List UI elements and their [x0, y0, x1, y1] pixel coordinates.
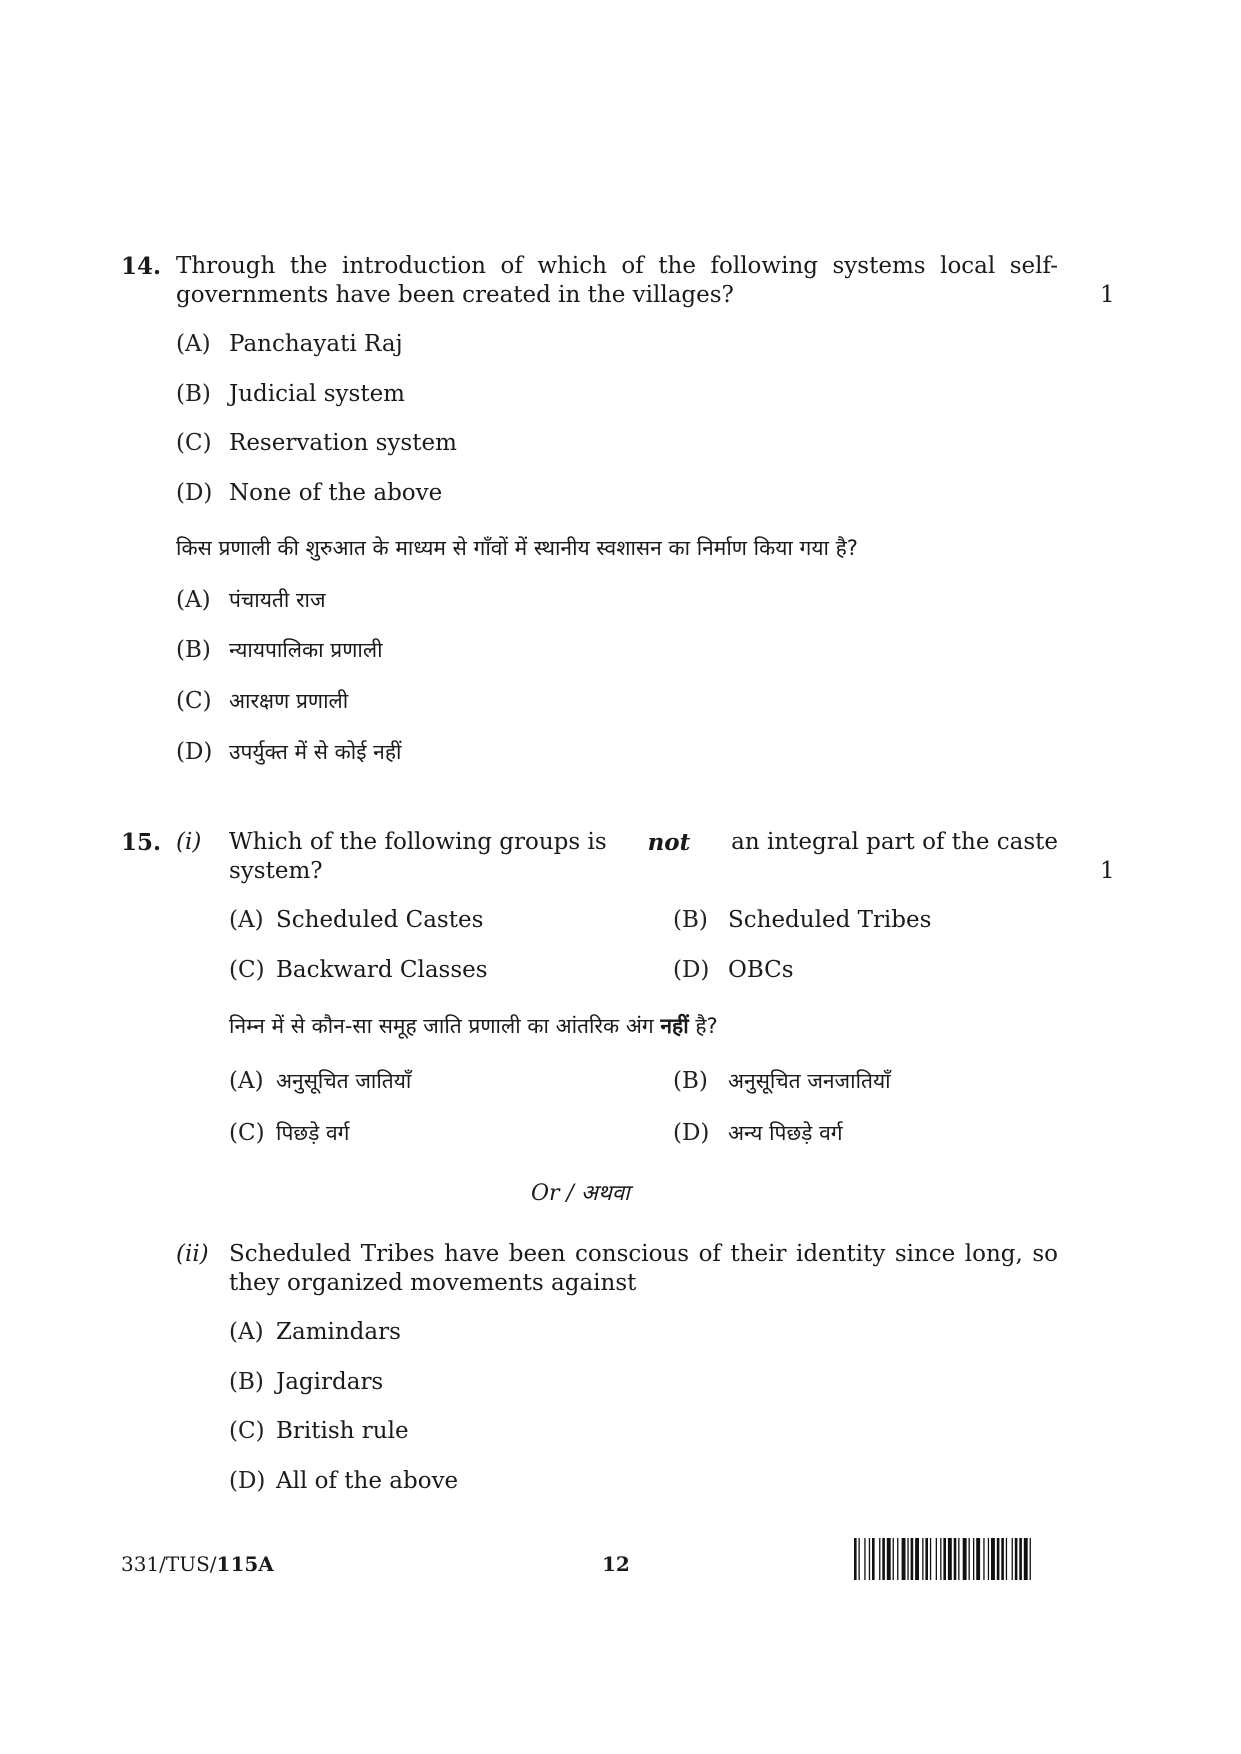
q14-option-d-label: (D) — [176, 480, 213, 506]
q14-hindi-option-c-label: (C) — [176, 688, 212, 714]
q15-stem-bold: not — [647, 829, 691, 856]
barcode-graphic — [854, 1538, 1114, 1580]
paper-code-bold: 115A — [216, 1552, 274, 1576]
q15-ii-option-b-text: Jagirdars — [276, 1369, 384, 1395]
paper-code — [121, 1551, 274, 1577]
q14-hindi-option-b-text: न्यायपालिका प्रणाली — [229, 638, 383, 662]
q15-hindi-option-b-text: अनुसूचित जनजातियाँ — [728, 1069, 891, 1093]
q14-option-d-text: None of the above — [229, 480, 443, 506]
question-15-stem-line2: system? — [229, 858, 323, 884]
barcode-bar — [922, 1538, 923, 1580]
q15-option-b-text: Scheduled Tribes — [728, 907, 932, 933]
barcode-bar — [879, 1538, 880, 1580]
q14-option-b-label: (B) — [176, 381, 211, 407]
q15-option-b-label: (B) — [673, 907, 708, 933]
q14-option-c-text: Reservation system — [229, 430, 457, 456]
question-15-stem-line1 — [229, 828, 1058, 857]
q15-ii-option-d-text: All of the above — [276, 1468, 459, 1494]
question-15-part-i-label: (i) — [176, 829, 202, 855]
or-divider: Or / अथवा — [531, 1181, 630, 1206]
barcode-bar — [893, 1538, 894, 1580]
barcode-bar — [936, 1538, 937, 1580]
q15-hindi-option-d-label: (D) — [673, 1120, 710, 1146]
barcode-bar — [925, 1538, 928, 1580]
q15-hindi-option-c-label: (C) — [229, 1120, 265, 1146]
q15-hindi-option-a-text: अनुसूचित जातियाँ — [276, 1069, 412, 1093]
question-14-stem-hindi: किस प्रणाली की शुरुआत के माध्यम से गाँवों में स्थानीय स्वशासन का निर्माण किया गया है? — [176, 536, 858, 560]
q14-option-a-text: Panchayati Raj — [229, 331, 403, 357]
barcode-bar — [854, 1538, 857, 1580]
barcode-bar — [864, 1538, 865, 1580]
q14-option-b-text: Judicial system — [229, 381, 405, 407]
q14-hindi-option-d-text: उपर्युक्त में से कोई नहीं — [229, 740, 402, 764]
barcode-bar — [902, 1538, 906, 1580]
q15-ii-option-b-label: (B) — [229, 1369, 264, 1395]
barcode-bar — [897, 1538, 898, 1580]
barcode-bar — [911, 1538, 914, 1580]
barcode-bar — [1001, 1538, 1004, 1580]
q14-hindi-option-d-label: (D) — [176, 739, 213, 765]
question-15-number: 15. — [121, 829, 162, 856]
q14-option-a-label: (A) — [176, 331, 211, 357]
barcode-bar — [958, 1538, 959, 1580]
barcode-bar — [915, 1538, 919, 1580]
q15-ii-option-c-label: (C) — [229, 1418, 265, 1444]
q15-ii-option-d-label: (D) — [229, 1468, 266, 1494]
question-15-marks: 1 — [1100, 858, 1115, 884]
barcode-bar — [997, 1538, 1000, 1580]
barcode-bar — [887, 1538, 891, 1580]
q15-option-a-text: Scheduled Castes — [276, 907, 484, 933]
barcode-bar — [963, 1538, 967, 1580]
barcode-bar — [1006, 1538, 1007, 1580]
barcode-bar — [1030, 1538, 1031, 1580]
question-14-stem-line1: Through the introduction of which of the following systems local self- — [176, 253, 1058, 279]
q15-option-d-text: OBCs — [728, 957, 794, 983]
q15-stem-pre: Which of the following groups is — [229, 829, 607, 855]
q14-hindi-option-b-label: (B) — [176, 637, 211, 663]
q15-hindi-option-d-text: अन्य पिछड़े वर्ग — [728, 1121, 843, 1145]
barcode-bar — [869, 1538, 870, 1580]
q15-ii-option-a-label: (A) — [229, 1319, 264, 1345]
q14-hindi-option-a-text: पंचायती राज — [229, 588, 326, 612]
question-15-stem-hindi — [229, 1012, 718, 1041]
barcode-bar — [859, 1538, 860, 1580]
barcode-bar — [943, 1538, 946, 1580]
q15-hindi-stem-post: है? — [695, 1014, 718, 1038]
barcode-bar — [907, 1538, 908, 1580]
q14-option-c-label: (C) — [176, 430, 212, 456]
barcode-bar — [969, 1538, 970, 1580]
barcode-bar — [948, 1538, 952, 1580]
barcode-bar — [973, 1538, 974, 1580]
question-15-part-ii-label: (ii) — [176, 1241, 209, 1267]
page-number: 12 — [602, 1552, 630, 1576]
question-15-ii-line1: Scheduled Tribes have been conscious of their identity since long, so — [229, 1241, 1058, 1267]
barcode-bar — [976, 1538, 980, 1580]
q15-hindi-option-a-label: (A) — [229, 1068, 264, 1094]
paper-code-prefix: 331/TUS/ — [121, 1552, 217, 1576]
q15-hindi-option-b-label: (B) — [673, 1068, 708, 1094]
q15-option-c-text: Backward Classes — [276, 957, 488, 983]
barcode-bar — [954, 1538, 957, 1580]
barcode-bar — [882, 1538, 885, 1580]
q15-option-a-label: (A) — [229, 907, 264, 933]
q15-hindi-option-c-text: पिछड़े वर्ग — [276, 1121, 350, 1145]
q15-hindi-stem-pre: निम्न में से कौन-सा समूह जाति प्रणाली का आंतरिक अंग — [229, 1014, 654, 1038]
q15-ii-option-a-text: Zamindars — [276, 1319, 401, 1345]
q14-hindi-option-a-label: (A) — [176, 587, 211, 613]
question-14-stem-line2: governments have been created in the villages? — [176, 282, 734, 308]
q15-option-d-label: (D) — [673, 957, 710, 983]
barcode-bar — [930, 1538, 931, 1580]
barcode-bar — [1024, 1538, 1028, 1580]
q15-stem-post: an integral part of the caste — [731, 829, 1058, 855]
barcode-bar — [872, 1538, 875, 1580]
barcode-bar — [1012, 1538, 1013, 1580]
barcode-bar — [1019, 1538, 1022, 1580]
question-14-marks: 1 — [1100, 282, 1115, 308]
barcode-bar — [988, 1538, 989, 1580]
q15-hindi-stem-bold: नहीं — [660, 1014, 689, 1038]
q14-hindi-option-c-text: आरक्षण प्रणाली — [229, 689, 349, 713]
barcode-bar — [991, 1538, 995, 1580]
question-14-number: 14. — [121, 253, 162, 280]
q15-ii-option-c-text: British rule — [276, 1418, 409, 1444]
barcode-bar — [940, 1538, 941, 1580]
barcode-bar — [983, 1538, 984, 1580]
question-15-ii-line2: they organized movements against — [229, 1270, 637, 1296]
barcode-bar — [1015, 1538, 1018, 1580]
q15-option-c-label: (C) — [229, 957, 265, 983]
